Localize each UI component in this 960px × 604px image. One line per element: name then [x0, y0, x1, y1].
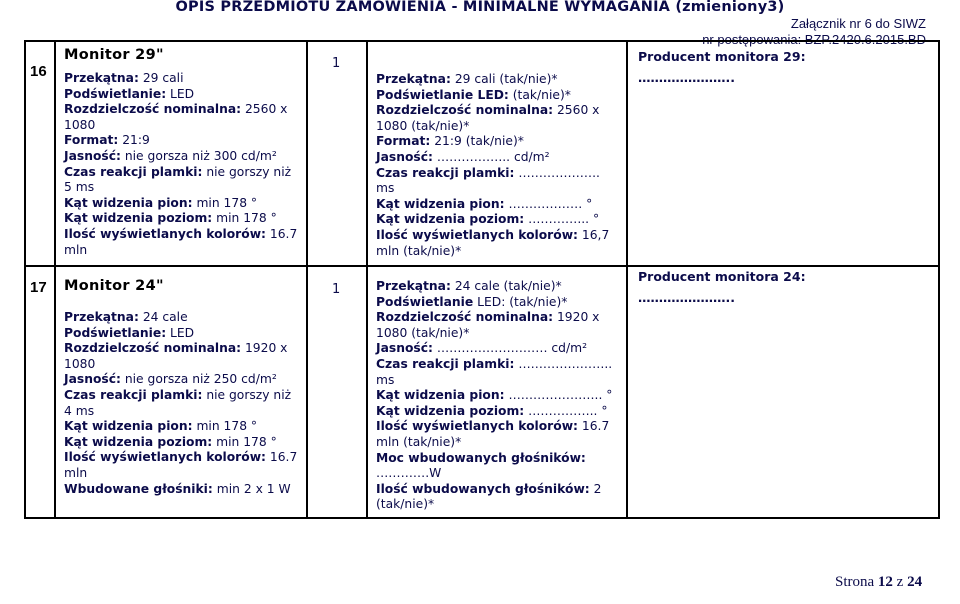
page-total: 24	[907, 574, 923, 590]
offer-value: 2560 x 1080 (tak/nie)*	[376, 103, 600, 133]
requirements-list	[64, 310, 298, 497]
quantity: 1	[332, 56, 341, 71]
offer-value: 16,7 mln (tak/nie)*	[376, 227, 610, 258]
req-label: Przekątna:	[64, 71, 139, 85]
requirements-cell	[55, 266, 307, 518]
offer-value: ……………………… cd/m²	[432, 341, 588, 356]
offer-label: Przekątna:	[376, 72, 451, 86]
offer-cell	[367, 41, 627, 266]
requirements-table	[24, 40, 940, 519]
req-label: Kąt widzenia poziom:	[64, 434, 213, 449]
req-value: 16.7 mln	[64, 226, 298, 257]
offer-list	[376, 72, 620, 259]
req-value: 29 cali	[138, 71, 184, 85]
table-row	[25, 41, 939, 266]
product-name: Monitor 24"	[64, 278, 164, 294]
offer-value: 1920 x 1080 (tak/nie)*	[376, 310, 600, 340]
req-label: Ilość wyświetlanych kolorów:	[64, 450, 266, 465]
offer-value: 21:9 (tak/nie)*	[430, 134, 524, 149]
offer-label: Jasność:	[376, 341, 433, 356]
req-label: Przekątna:	[64, 310, 139, 324]
req-value: LED	[166, 86, 195, 101]
offer-label: Przekątna:	[376, 279, 451, 293]
offer-label: Czas reakcji plamki:	[376, 165, 515, 180]
page-number: 12	[877, 574, 893, 590]
req-value: min 2 x 1 W	[212, 481, 291, 496]
offer-value: ……………… °	[504, 196, 593, 211]
req-label: Rozdzielczość nominalna:	[64, 341, 242, 356]
quantity-cell	[307, 266, 367, 518]
producer-input-placeholder[interactable]: …………………..	[638, 290, 735, 305]
req-value: 2560 x 1080	[64, 102, 288, 132]
req-label: Kąt widzenia pion:	[64, 195, 193, 210]
offer-value: …………... °	[524, 212, 600, 227]
offer-label: Kąt widzenia pion:	[376, 196, 505, 211]
offer-label: Ilość wbudowanych głośników:	[376, 481, 590, 496]
offer-label: Ilość wyświetlanych kolorów:	[376, 227, 578, 242]
producer-label: Producent monitora 29:	[638, 49, 806, 64]
offer-label: Kąt widzenia poziom:	[376, 212, 525, 227]
offer-label: Format:	[376, 134, 431, 149]
offer-cell	[367, 266, 627, 518]
producer-label: Producent monitora 24:	[638, 269, 806, 284]
document-title: OPIS PRZEDMIOTU ZAMÓWIENIA - MINIMALNE WYMAGANIA (zmieniony3)	[175, 0, 785, 15]
req-value: 1920 x 1080	[64, 341, 288, 371]
req-value: nie gorszy niż 4 ms	[64, 387, 292, 418]
row-number-cell	[25, 266, 55, 518]
req-label: Kąt widzenia poziom:	[64, 211, 213, 226]
offer-label: Czas reakcji plamki:	[376, 356, 515, 371]
offer-label: Podświetlanie LED:	[376, 87, 509, 102]
page-prefix: Strona	[835, 574, 878, 590]
offer-list	[376, 279, 620, 513]
req-value: 24 cale	[138, 310, 188, 324]
req-value: LED	[166, 325, 195, 340]
offer-value: ………………….. ms	[376, 356, 613, 387]
req-label: Czas reakcji plamki:	[64, 164, 203, 179]
req-label: Format:	[64, 133, 119, 148]
product-name: Monitor 29"	[64, 47, 164, 63]
req-label: Kąt widzenia pion:	[64, 419, 193, 434]
table-row	[25, 266, 939, 518]
offer-value: LED: (tak/nie)*	[473, 294, 568, 309]
offer-label: Kąt widzenia pion:	[376, 388, 505, 403]
req-label: Czas reakcji plamki:	[64, 387, 203, 402]
offer-label: Jasność:	[376, 149, 433, 164]
quantity-cell	[307, 41, 367, 266]
offer-value: ………….W	[376, 466, 442, 481]
producer-cell	[627, 266, 939, 518]
req-value: min 178 °	[212, 211, 277, 226]
req-value: nie gorsza niż 250 cd/m²	[120, 372, 277, 387]
req-value: nie gorszy niż 5 ms	[64, 164, 292, 195]
req-value: nie gorsza niż 300 cd/m²	[120, 148, 277, 163]
case-number: nr postępowania: BZP.2420.6.2015.BD	[702, 32, 926, 47]
offer-value: 24 cale (tak/nie)*	[450, 279, 562, 293]
req-value: min 178 °	[212, 434, 277, 449]
producer-input-placeholder[interactable]: …………………..	[638, 70, 735, 85]
row-number: 16	[30, 63, 47, 80]
offer-value: …………….. °	[524, 403, 608, 418]
offer-label: Rozdzielczość nominalna:	[376, 103, 554, 118]
page-footer	[835, 574, 922, 591]
offer-value: 29 cali (tak/nie)*	[450, 72, 558, 86]
req-value: min 178 °	[192, 419, 258, 434]
requirements-list	[64, 71, 298, 258]
req-label: Podświetlanie:	[64, 86, 167, 101]
offer-label: Podświetlanie	[376, 294, 474, 309]
req-label: Jasność:	[64, 372, 121, 387]
offer-value: ……………….. ms	[376, 165, 600, 196]
quantity: 1	[332, 282, 341, 297]
requirements-cell	[55, 41, 307, 266]
offer-label: Kąt widzenia poziom:	[376, 403, 525, 418]
offer-value: ……………... cd/m²	[432, 149, 550, 164]
req-label: Jasność:	[64, 148, 121, 163]
producer-cell	[627, 41, 939, 266]
req-label: Ilość wyświetlanych kolorów:	[64, 226, 266, 241]
attachment-label: Załącznik nr 6 do SIWZ	[790, 16, 926, 31]
req-label: Podświetlanie:	[64, 325, 167, 340]
row-number-cell	[25, 41, 55, 266]
req-value: min 178 °	[192, 195, 258, 210]
offer-value: 2 (tak/nie)*	[376, 481, 602, 512]
req-label: Wbudowane głośniki:	[64, 481, 213, 496]
offer-value: ………………….. °	[504, 388, 613, 403]
req-label: Rozdzielczość nominalna:	[64, 102, 242, 117]
page-separator: z	[892, 574, 908, 590]
offer-label: Ilość wyświetlanych kolorów:	[376, 419, 578, 434]
req-value: 21:9	[118, 133, 150, 148]
offer-label: Rozdzielczość nominalna:	[376, 310, 554, 325]
row-number: 17	[30, 279, 47, 296]
offer-label: Moc wbudowanych głośników:	[376, 450, 586, 465]
req-value: 16.7 mln	[64, 450, 298, 480]
offer-value: (tak/nie)*	[508, 87, 571, 102]
offer-value: 16.7 mln (tak/nie)*	[376, 419, 610, 449]
